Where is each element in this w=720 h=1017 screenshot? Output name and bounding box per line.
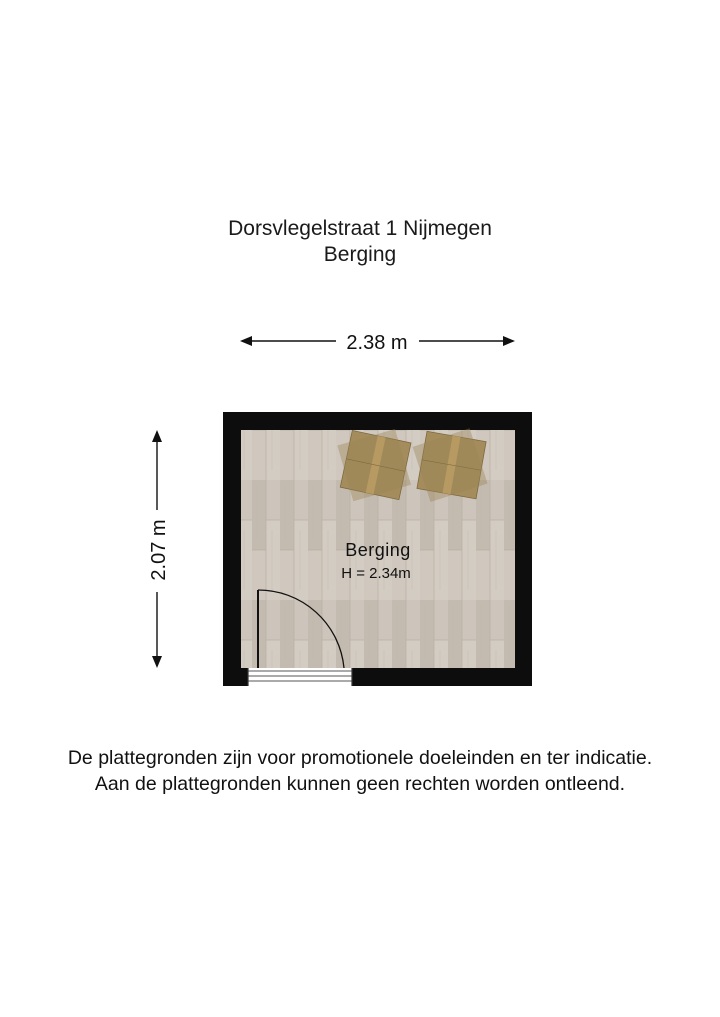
height-dimension <box>148 430 170 668</box>
width-dimension <box>240 332 515 354</box>
room-height: H = 2.34m <box>341 565 411 582</box>
floor-title: Berging <box>323 243 397 266</box>
width-label: 2.38 m <box>346 332 408 354</box>
disclaimer-line-1: De plattegronden zijn voor promotionele doeleinden en ter indicatie. <box>67 747 653 769</box>
room-name: Berging <box>345 540 411 560</box>
height-label: 2.07 m <box>148 519 170 581</box>
address-title: Dorsvlegelstraat 1 Nijmegen <box>228 217 492 240</box>
disclaimer-line-2: Aan de plattegronden kunnen geen rechten worden ontleend. <box>94 773 626 795</box>
floor-plan <box>0 300 720 700</box>
